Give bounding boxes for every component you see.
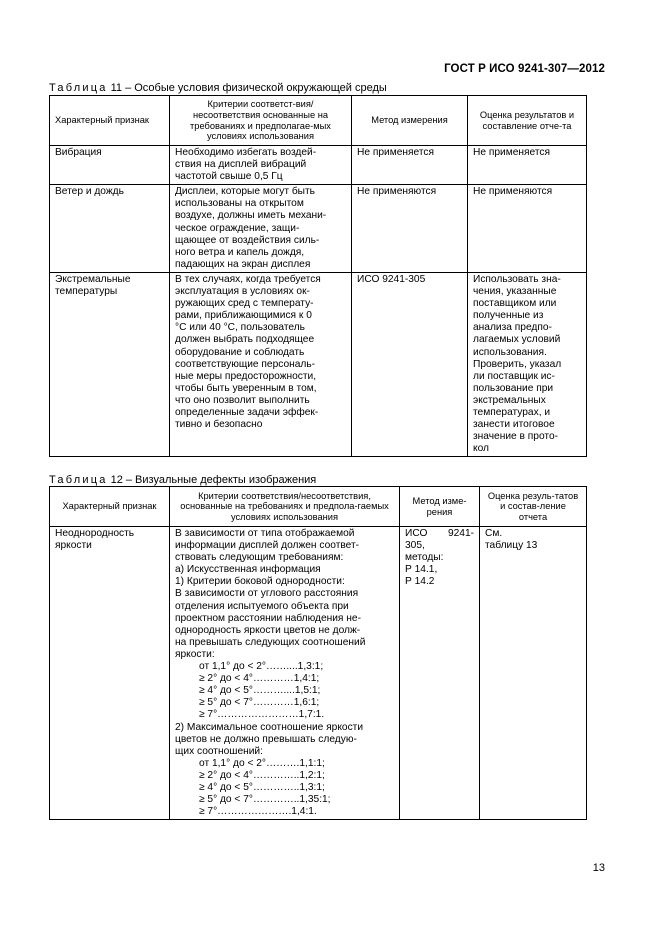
text-line: определенные задачи эффек-: [175, 406, 319, 418]
text-line: ИСО 9241-: [405, 528, 474, 539]
ratio-line: ≥ 7°……………………1,7:1.: [199, 709, 325, 721]
text-line: полученные из: [473, 310, 544, 322]
page-number: 13: [592, 862, 605, 874]
text-line: ружающих сред с температу-: [175, 298, 314, 310]
ratio-line: от 1,1° до < 2°……....1,3:1;: [199, 661, 324, 673]
text-line: занести итоговое: [473, 419, 555, 431]
text-line: ли поставщик ис-: [473, 370, 555, 382]
cell-criteria: [170, 272, 352, 456]
text-line: щающее от воздействия силь-: [175, 234, 320, 246]
table-row: [50, 146, 587, 185]
ratio-line: ≥ 2° до < 4°…………..1,2:1;: [199, 769, 325, 781]
table-row: [50, 272, 587, 456]
text-line: В зависимости от углового расстояния: [175, 588, 359, 600]
text-line: поставщиком или: [473, 298, 557, 310]
text-line: температурах, и: [473, 406, 551, 418]
table-12: [49, 486, 587, 820]
ratio-line: ≥ 4° до < 5°…………..1,3:1;: [199, 781, 325, 793]
table-row: [50, 527, 587, 820]
text-line: тивно и безопасно: [175, 419, 263, 431]
text-line: таблицу 13: [485, 540, 538, 552]
text-line: отделения испытуемого объекта при: [175, 600, 349, 612]
text-line: на превышать следующих соотношений: [175, 636, 366, 648]
table-12-caption-text: 12 – Визуальные дефекты изображения: [107, 474, 317, 486]
column-header-evaluation: Оценка резуль-татов и состав-ление отчета: [480, 487, 587, 527]
text-line: Использовать зна-: [473, 273, 561, 285]
cell-criteria: [170, 185, 352, 273]
column-header-feature: Характерный признак: [50, 487, 170, 527]
ratio-line: ≥ 2° до < 4°…………1,4:1;: [199, 673, 320, 685]
text-line: Дисплеи, которые могут быть: [175, 186, 315, 198]
text-line: информации дисплей должен соответ-: [175, 540, 360, 552]
text-line: В зависимости от типа отображаемой: [175, 528, 355, 539]
text-line: воздухе, должны иметь механи-: [175, 210, 327, 222]
text-line: эксплуатация в условиях ок-: [175, 286, 310, 298]
text-line: оборудование и соблюдать: [175, 346, 305, 358]
text-line: лагаемых условий: [473, 334, 561, 346]
table-11: [49, 95, 587, 457]
table-11-caption-word: Таблица: [49, 82, 108, 94]
text-line: что оно позволит выполнить: [175, 394, 310, 406]
text-line: °С или 40 °С, пользователь: [175, 322, 305, 334]
cell-method: Не применяется: [352, 146, 468, 185]
text-line: Необходимо избегать воздей-: [175, 147, 317, 158]
text-line: частотой свыше 0,5 Гц: [175, 171, 283, 183]
text-line: Проверить, указал: [473, 358, 562, 370]
cell-feature: Вибрация: [50, 146, 170, 185]
text-line: цветов не должно превышать следую-: [175, 733, 357, 745]
cell-criteria: [170, 527, 400, 820]
column-header-feature: Характерный признак: [50, 96, 170, 146]
ratio-line: ≥ 5° до < 7°…………1,6:1;: [199, 697, 320, 709]
ratio-line: ≥ 5° до < 7°…………..1,35:1;: [199, 794, 331, 806]
text-line: пользование при: [473, 382, 554, 394]
text-line: 305,: [405, 540, 425, 552]
text-line: Р 14.1,: [405, 564, 438, 576]
text-line: анализа предпо-: [473, 322, 552, 334]
table-row: [50, 185, 587, 273]
text-line: соответствующие персональ-: [175, 358, 316, 370]
document-header: ГОСТ Р ИСО 9241-307—2012: [444, 63, 605, 75]
text-line: ствовать следующим требованиям:: [175, 552, 344, 564]
text-line: должен выбрать подходящее: [175, 334, 315, 346]
text-line: падающих на экран дисплея: [175, 258, 311, 270]
text-line: методы:: [405, 552, 444, 564]
cell-method: ИСО 9241-305: [352, 272, 468, 456]
cell-evaluation: Не применяется: [468, 146, 587, 185]
text-line: проектном расстоянии наблюдения не-: [175, 612, 361, 624]
text-line: щих соотношений:: [175, 745, 263, 757]
table-11-caption: [49, 82, 387, 94]
column-header-criteria: Критерии соответствия/несоответствия, основанные на требованиях и предпола-гаемых условиях использования: [170, 487, 400, 527]
table-11-caption-text: 11 – Особые условия физической окружающей среды: [107, 82, 387, 94]
text-line: значение в прото-: [473, 431, 559, 443]
text-line: чения, указанные: [473, 286, 557, 298]
cell-method: Не применяются: [352, 185, 468, 273]
column-header-criteria: Критерии соответст-вия/несоответствия основанные на требованиях и предполагае-мых условиях использования: [170, 96, 352, 146]
text-line: использования.: [473, 346, 547, 358]
cell-method: [400, 527, 480, 820]
text-line: яркости:: [175, 648, 215, 660]
cell-feature: Ветер и дождь: [50, 185, 170, 273]
table-12-caption-word: Таблица: [49, 474, 108, 486]
text-line: а) Искусственная информация: [175, 564, 321, 576]
cell-evaluation: [468, 272, 587, 456]
text-line: рами, приближающимися к 0: [175, 310, 312, 322]
text-line: однородность яркости цветов не долж-: [175, 624, 361, 636]
cell-feature: [50, 527, 170, 820]
ratio-line: от 1,1° до < 2°……….1,1:1;: [199, 757, 325, 769]
ratio-line: ≥ 4° до < 5°………....1,5:1;: [199, 685, 321, 697]
text-line: ческое ограждение, защи-: [175, 222, 300, 234]
column-header-method: Метод изме-рения: [400, 487, 480, 527]
table-header-row: [50, 487, 587, 527]
ratio-line: ≥ 7°………………….1,4:1.: [199, 806, 317, 818]
text-line: Неоднородность: [55, 528, 135, 539]
text-line: 1) Критерии боковой однородности:: [175, 576, 345, 588]
cell-evaluation: Не применяются: [468, 185, 587, 273]
text-line: экстремальных: [473, 394, 546, 406]
text-line: ствия на дисплей вибраций: [175, 159, 307, 171]
cell-feature: Экстремальные температуры: [50, 272, 170, 456]
text-line: См.: [485, 528, 503, 539]
column-header-method: Метод измерения: [352, 96, 468, 146]
table-header-row: [50, 96, 587, 146]
text-line: Р 14.2: [405, 576, 435, 588]
table-12-caption: [49, 474, 316, 486]
cell-evaluation: [480, 527, 587, 820]
text-line: ные меры предосторожности,: [175, 370, 317, 382]
text-line: ного ветра и капель дождя,: [175, 246, 305, 258]
text-line: кол: [473, 443, 489, 455]
text-line: чтобы быть уверенным в том,: [175, 382, 317, 394]
cell-criteria: [170, 146, 352, 185]
column-header-evaluation: Оценка результатов и составление отче-та: [468, 96, 587, 146]
text-line: яркости: [55, 540, 92, 552]
text-line: использованы на открытом: [175, 198, 304, 210]
text-line: В тех случаях, когда требуется: [175, 273, 321, 285]
text-line: 2) Максимальное соотношение яркости: [175, 721, 364, 733]
